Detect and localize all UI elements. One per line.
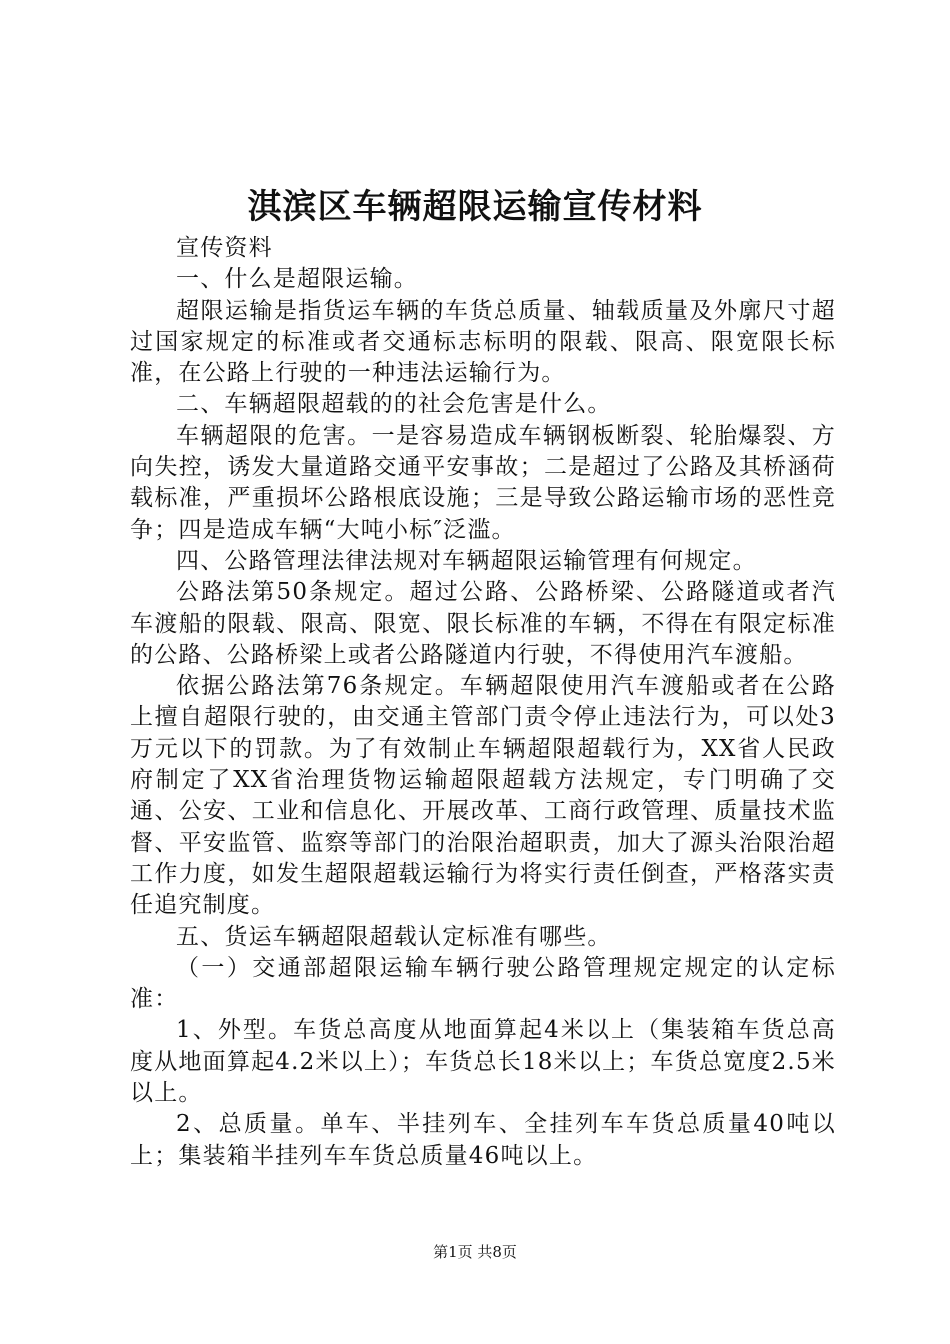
section-heading: 一、什么是超限运输。 [176,266,418,293]
paragraph: 公路法第50条规定。超过公路、公路桥梁、公路隧道或者汽车渡船的限载、限高、限宽、限长标准的车辆，不得在有限定标准的公路、公路桥梁上或者公路隧道内行驶，不得使用汽车渡船。 [130,579,836,668]
subsection-heading: （一）交通部超限运输车辆行驶公路管理规定规定的认定标准： [130,954,836,1013]
paragraph: 依据公路法第76条规定。车辆超限使用汽车渡船或者在公路上擅自超限行驶的，由交通主管部门责令停止违法行为，可以处3万元以下的罚款。为了有效制止车辆超限超载行为，XX省人民政府制定了XX省治理货物运输超限超载方法规定，专门明确了交通、公安、工业和信息化、开展改革、工商行政管理、质量技术监督、平安监管、监察等部门的治限治超职责，加大了源头治限治超工作力度，如发生超限超载运输行为将实行责任倒查，严格落实责任追究制度。 [130,673,836,919]
list-item: 2、总质量。单车、半挂列车、全挂列车车货总质量40吨以上；集装箱半挂列车车货总质量46吨以上。 [130,1111,836,1169]
paragraph-heading: 宣传资料 [176,235,273,261]
paragraph: 超限运输是指货运车辆的车货总质量、轴载质量及外廓尺寸超过国家规定的标准或者交通标志标明的限载、限高、限宽限长标准，在公路上行驶的一种违法运输行为。 [130,297,836,387]
paragraph: 车辆超限的危害。一是容易造成车辆钢板断裂、轮胎爆裂、方向失控，诱发大量道路交通平安事故；二是超过了公路及其桥涵荷载标准，严重损坏公路根底设施；三是导致公路运输市场的恶性竞争；四是造成车辆“大吨小标″泛滥。 [130,422,836,543]
section-heading: 四、公路管理法律法规对车辆超限运输管理有何规定。 [176,547,757,574]
list-item: 1、外型。车货总高度从地面算起4米以上（集装箱车货总高度从地面算起4.2米以上）；车货总长18米以上；车货总宽度2.5米以上。 [130,1017,836,1107]
document-body [130,233,836,1172]
document-title: 淇滨区车辆超限运输宣传材料 [247,187,703,227]
section-heading: 五、货运车辆超限超载认定标准有哪些。 [176,923,612,950]
page-number-footer: 第1页 共8页 [433,1243,517,1261]
section-heading: 二、车辆超限超载的的社会危害是什么。 [176,391,612,418]
